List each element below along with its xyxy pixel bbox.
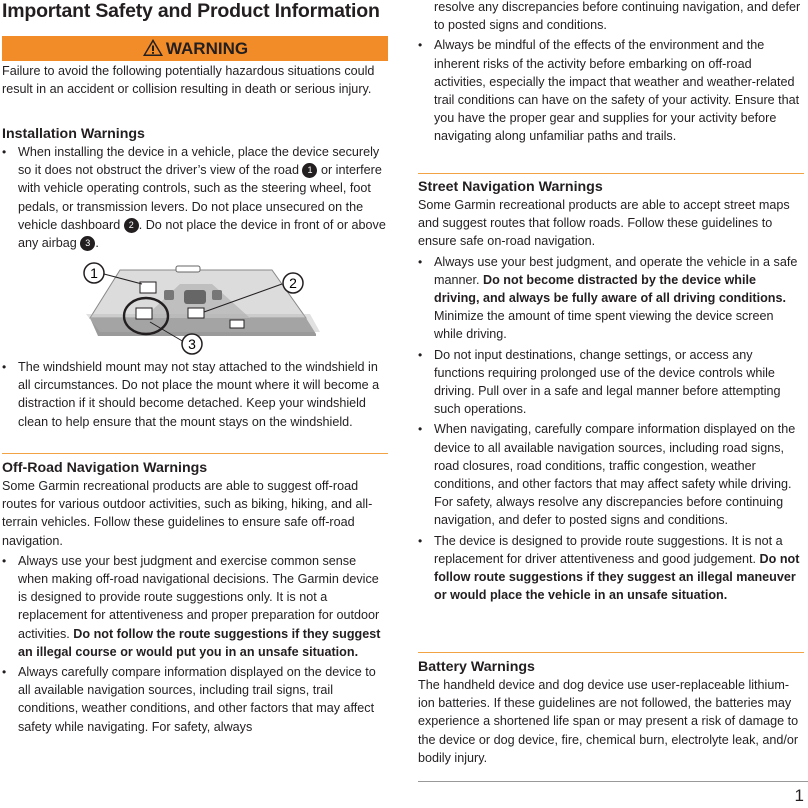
- car-ahead-2: [164, 290, 174, 300]
- device-dashboard-unsecured: [188, 308, 204, 318]
- street-heading: Street Navigation Warnings: [418, 179, 603, 195]
- device-airbag-area: [136, 308, 152, 319]
- car-ahead-3: [212, 290, 222, 300]
- offroad-section: [2, 453, 388, 736]
- installation-section: [2, 125, 388, 252]
- street-bullet-2: • Do not input destinations, change settings, or access any functions requiring prolonged use of the device controls while driving. Pull over in a safe and legal manner before attempting such operations.: [418, 346, 804, 419]
- street-bullet-1: • Always use your best judgment, and operate the vehicle in a safe manner. Do not become distracted by the device while driving, and always be fully aware of all driving conditions. Minimize the amount of time spent viewing the device screen while driving.: [418, 253, 804, 344]
- offroad-bullet-1: • Always use your best judgment and exercise common sense when making off-road navigational decisions. The Garmin device is designed to provide route suggestions only. It is not a replacement for attentiveness and proper preparation for outdoor activities. Do not follow the route suggestions if they suggest an illegal course or would put you in an unsafe situation.: [2, 552, 388, 661]
- svg-text:3: 3: [188, 336, 196, 352]
- street-intro: Some Garmin recreational products are able to accept street maps and suggest routes that follow roads. Follow these guidelines to ensure safe on-road navigation.: [418, 198, 790, 249]
- footer-divider: [418, 781, 808, 782]
- offroad-heading: Off-Road Navigation Warnings: [2, 460, 208, 476]
- installation-section-cont: [2, 358, 388, 431]
- diagram-callout-2: [283, 273, 303, 293]
- callout-1-icon: 1: [302, 163, 317, 178]
- device-windshield: [140, 282, 156, 293]
- warning-text: Failure to avoid the following potentially hazardous situations could result in an accident or collision resulting in death or serious injury.: [2, 64, 375, 97]
- warning-banner: [2, 36, 388, 61]
- street-bullet-4: • The device is designed to provide route suggestions. It is not a replacement for driver attentiveness and good judgement. Do not follow route suggestions if they suggest an illegal maneuver or would place the vehicle in an unsafe situation.: [418, 532, 804, 605]
- page-title: Important Safety and Product Information: [2, 0, 380, 22]
- warning-intro: [2, 62, 388, 98]
- offroad-bullet-2-cont: • resolve any discrepancies before continuing navigation, and defer to posted signs and conditions.: [418, 0, 804, 34]
- callout-3-icon: 3: [80, 236, 95, 251]
- svg-text:1: 1: [90, 265, 98, 281]
- battery-heading: Battery Warnings: [418, 659, 535, 675]
- installation-bullet-1: • When installing the device in a vehicle, place the device securely so it does not obstruct the driver’s view of the road 1 or interfere with vehicle operating controls, such as the steering wheel, foot pedals, or transmission levers. Do not place unsecured on the vehicle dashboard 2 . Do not place the device in front of or above any airbag 3 .: [2, 143, 388, 252]
- svg-text:2: 2: [289, 275, 297, 291]
- offroad-bullet-2: • Always carefully compare information displayed on the device to all available navigation sources, including trail signs, trail conditions, weather conditions, and other factors that may affect safety while navigating. For safety, always: [2, 663, 388, 736]
- offroad-bullet-3: • Always be mindful of the effects of the environment and the inherent risks of the activity before embarking on off-road activities, especially the impact that weather and weather-related trail conditions can have on the safety of your activity. Ensure that you have the proper gear and supplies for your activity before navigating along unfamiliar paths and trails.: [418, 36, 804, 145]
- battery-section: [418, 652, 804, 767]
- page-number: 1: [794, 786, 804, 805]
- diagram-callout-3: [182, 334, 202, 354]
- warning-label: WARNING: [165, 39, 249, 58]
- diagram-callout-1: [84, 263, 104, 283]
- car-ahead-1: [184, 290, 206, 304]
- warning-triangle-icon: [142, 38, 164, 57]
- vehicle-dashboard-diagram: [80, 262, 320, 358]
- device-vent: [230, 320, 244, 328]
- street-bullet-3: • When navigating, carefully compare information displayed on the device to all available navigation sources, including road signs, road closures, road conditions, traffic congestion, weather conditions, and other factors that may affect safety while driving. For safety, always resolve any discrepancies before continuing navigation, and defer to posted signs and conditions.: [418, 420, 804, 529]
- callout-2-icon: 2: [124, 218, 139, 233]
- installation-heading: Installation Warnings: [2, 126, 145, 142]
- offroad-intro: Some Garmin recreational products are able to suggest off-road routes for various outdoor activities, such as biking, hiking, and all-terrain vehicles. Follow these guidelines to ensure safe off-road navigation.: [2, 479, 373, 548]
- battery-text: The handheld device and dog device use user-replaceable lithium-ion batteries. If these guidelines are not followed, the batteries may experience a shortened life span or may present a risk of damage to the device or dog device, fire, chemical burn, electrolyte leak, and/or bodily injury.: [418, 678, 799, 765]
- installation-bullet-2: • The windshield mount may not stay attached to the windshield in all circumstances. Do not place the mount where it will become a distraction if it should become detached. Keep your windshield clean to help ensure that the mount stays on the windshield.: [2, 358, 388, 431]
- offroad-section-cont: [418, 0, 804, 146]
- street-section: [418, 173, 804, 604]
